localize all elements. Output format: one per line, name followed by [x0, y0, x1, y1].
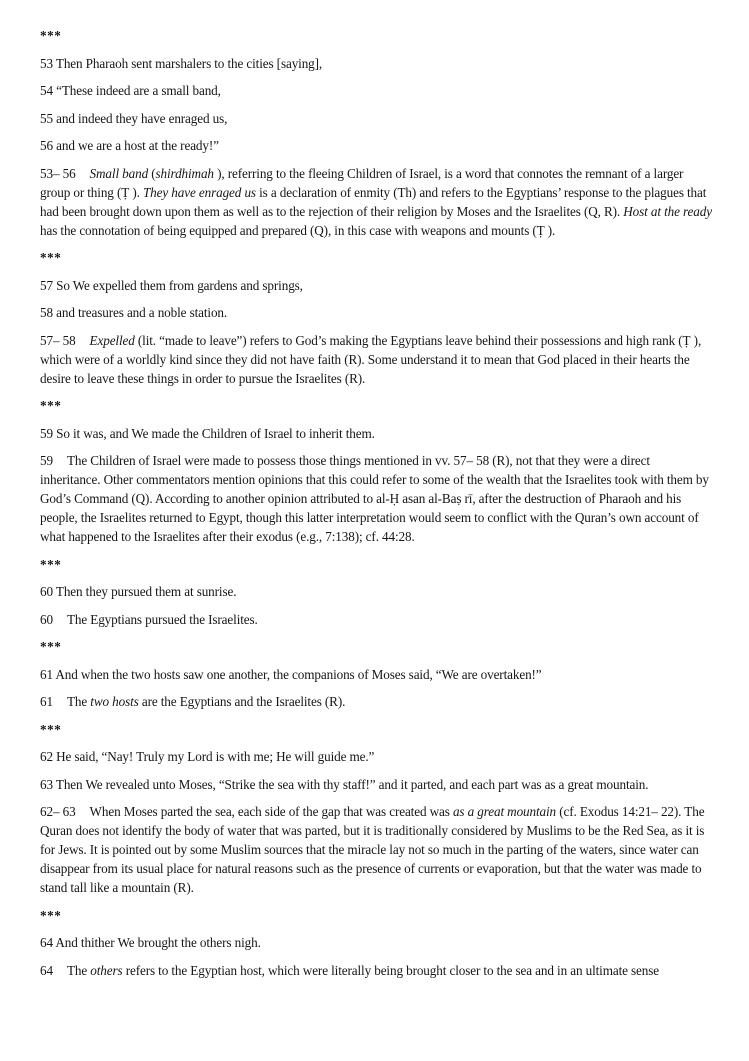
text-run: 56 and we are a host at the ready!” — [40, 138, 219, 153]
commentary-paragraph — [40, 610, 712, 629]
text-run: ), referring to the fleeing Children of Israel, is a word that connotes the remnant of a larger group or thing (Ṭ ). — [40, 165, 684, 200]
text-run: has the connotation of being equipped and prepared (Q), in this case with weapons and mounts (Ṭ ). — [40, 222, 556, 238]
italic-text-run: as a great mountain — [452, 804, 557, 819]
text-run: 62 He said, “Nay! Truly my Lord is with me; He will guide me.” — [40, 749, 375, 764]
verse-range-label: 57– 58 — [40, 332, 76, 348]
text-run: The — [66, 962, 91, 978]
verse-range-label: 59 — [40, 453, 53, 468]
commentary-paragraph — [40, 802, 712, 897]
text-run: 61 And when the two hosts saw one another, the companions of Moses said, “We are overtaken!” — [40, 666, 542, 682]
verse-range-label: 60 — [40, 611, 53, 627]
text-run: is a declaration of enmity (Th) and refers to the Egyptians’ response to the plagues that had been brought down upon them as well as to the rejection of their religion by Moses and the Israelites (Q, R). — [40, 184, 707, 219]
text-run: 53 Then Pharaoh sent marshalers to the cities [saying], — [40, 55, 323, 71]
section-separator: *** — [40, 28, 62, 43]
verse-range-label: 53– 56 — [40, 165, 76, 181]
text-run: 60 Then they pursued them at sunrise. — [40, 584, 237, 599]
text-run: are the Egyptians and the Israelites (R). — [138, 694, 346, 709]
section-separator: *** — [40, 398, 62, 413]
text-run: The Children of Israel were made to possess those things mentioned in vv. 57– 58 (R), not that they were a direct inheritance. Other commentators mention opinions that this could refer to some of the wealth that the Israelites took with them by God’s Command (Q). According to another opinion attributed to al-Ḥ asan al-Baṣ rī, after the destruction of Pharaoh and his people, the Israelites returned to Egypt, though this latter interpretation would seem to conflict with the Quran’s own account of what happened to the Israelites after their exodus (e.g., 7:138); cf. 44:28. — [40, 453, 709, 544]
commentary-paragraph — [40, 451, 712, 546]
section-separator: *** — [40, 250, 62, 265]
text-run: refers to the Egyptian host, which were literally being brought closer to the sea and in an ultimate sense — [122, 962, 660, 978]
italic-text-run: Host at the ready — [623, 203, 712, 219]
commentary-paragraph — [40, 692, 712, 711]
section-separator: *** — [40, 907, 62, 923]
commentary-paragraph — [40, 961, 712, 980]
text-run: The — [66, 694, 91, 709]
verse-line — [40, 747, 712, 766]
text-run: The Egyptians pursued the Israelites. — [66, 611, 258, 627]
text-run: When Moses parted the sea, each side of the gap that was created was — [89, 804, 453, 819]
verse-line — [40, 665, 712, 684]
text-run: (cf. Exodus 14:21– 22). The Quran does not identify the body of water that was parted, but it is traditionally considered by Muslims to be the Red Sea, as it is for Jews. It is pointed out by some Muslim sources that the miracle lay not so much in the parting of the waters, since water can disappear from its usual place for natural reasons such as the presence of currents or evaporation, but that the water was made to stand tall like a mountain (R). — [40, 804, 705, 895]
text-run: 54 “These indeed are a small band, — [40, 83, 221, 98]
verse-line — [40, 136, 712, 155]
italic-text-run: shirdhimah — [155, 165, 214, 181]
commentary-paragraph — [40, 164, 712, 240]
text-run: 59 So it was, and We made the Children of Israel to inherit them. — [40, 425, 375, 441]
verse-line — [40, 582, 712, 601]
verse-line — [40, 775, 712, 794]
italic-text-run: They have enraged us — [142, 184, 256, 200]
italic-text-run: Expelled — [89, 332, 135, 348]
section-separator: *** — [40, 639, 62, 654]
verse-range-label: 64 — [40, 962, 53, 978]
italic-text-run: others — [90, 962, 123, 978]
verse-range-label: 61 — [40, 694, 53, 709]
verse-line — [40, 81, 712, 100]
italic-text-run: Small band — [89, 165, 149, 181]
verse-line — [40, 933, 712, 952]
text-run: ( — [148, 165, 156, 181]
verse-line — [40, 276, 712, 295]
commentary-paragraph — [40, 331, 712, 388]
text-run: 57 So We expelled them from gardens and springs, — [40, 277, 303, 293]
section-separator: *** — [40, 721, 62, 737]
verse-line — [40, 54, 712, 73]
italic-text-run: two hosts — [90, 694, 139, 709]
verse-range-label: 62– 63 — [40, 804, 76, 819]
verse-line — [40, 303, 712, 322]
text-run: 64 And thither We brought the others nigh. — [40, 935, 261, 950]
text-run: 58 and treasures and a noble station. — [40, 305, 228, 320]
section-separator: *** — [40, 556, 62, 572]
text-run: 55 and indeed they have enraged us, — [40, 110, 228, 126]
text-run: 63 Then We revealed unto Moses, “Strike the sea with thy staff!” and it parted, and each part was as a great mountain. — [40, 776, 649, 792]
text-run: (lit. “made to leave”) refers to God’s making the Egyptians leave behind their possessions and high rank (Ṭ ), which were of a worldly kind since they did not have faith (R). Some understand it to mean that God placed in their hearts the desire to leave these things in order to pursue the Israelites (R). — [40, 332, 702, 386]
verse-line — [40, 424, 712, 443]
verse-line — [40, 109, 712, 128]
